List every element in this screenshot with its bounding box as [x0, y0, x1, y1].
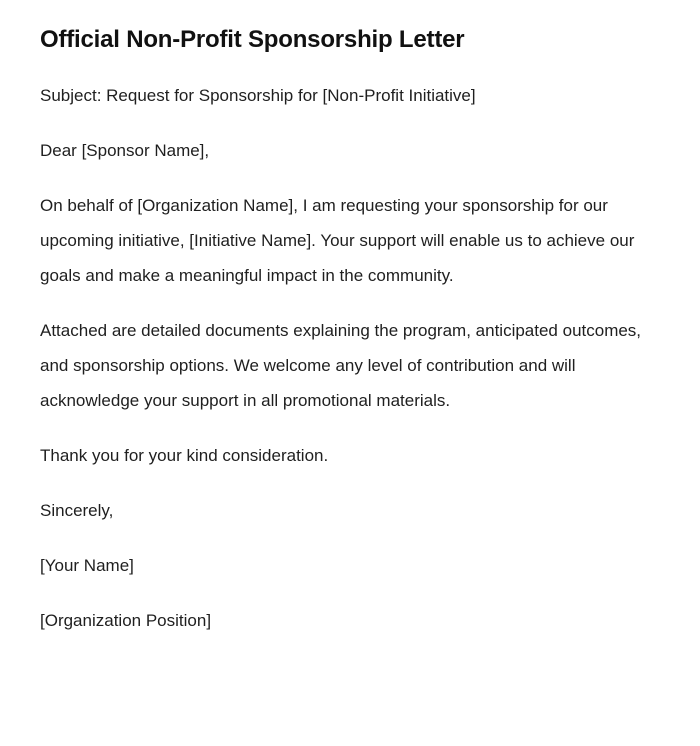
sender-name: [Your Name]	[40, 556, 134, 575]
signoff: Sincerely,	[40, 501, 114, 520]
sender-position: [Organization Position]	[40, 611, 212, 630]
body-paragraph-1: On behalf of [Organization Name], I am requesting your sponsorship for our upcoming initiative, [Initiative Name]. Your support will enable us to achieve our goals and make a meaningful impact in the community.	[40, 196, 635, 285]
subject-line: Subject: Request for Sponsorship for [Non-Profit Initiative]	[40, 86, 476, 105]
salutation: Dear [Sponsor Name],	[40, 141, 210, 160]
page-title: Official Non-Profit Sponsorship Letter	[40, 26, 465, 53]
closing-thanks: Thank you for your kind consideration.	[40, 446, 329, 465]
body-paragraph-2: Attached are detailed documents explaining the program, anticipated outcomes, and sponsorship options. We welcome any level of contribution and will acknowledge your support in all promotional materials.	[40, 321, 642, 410]
